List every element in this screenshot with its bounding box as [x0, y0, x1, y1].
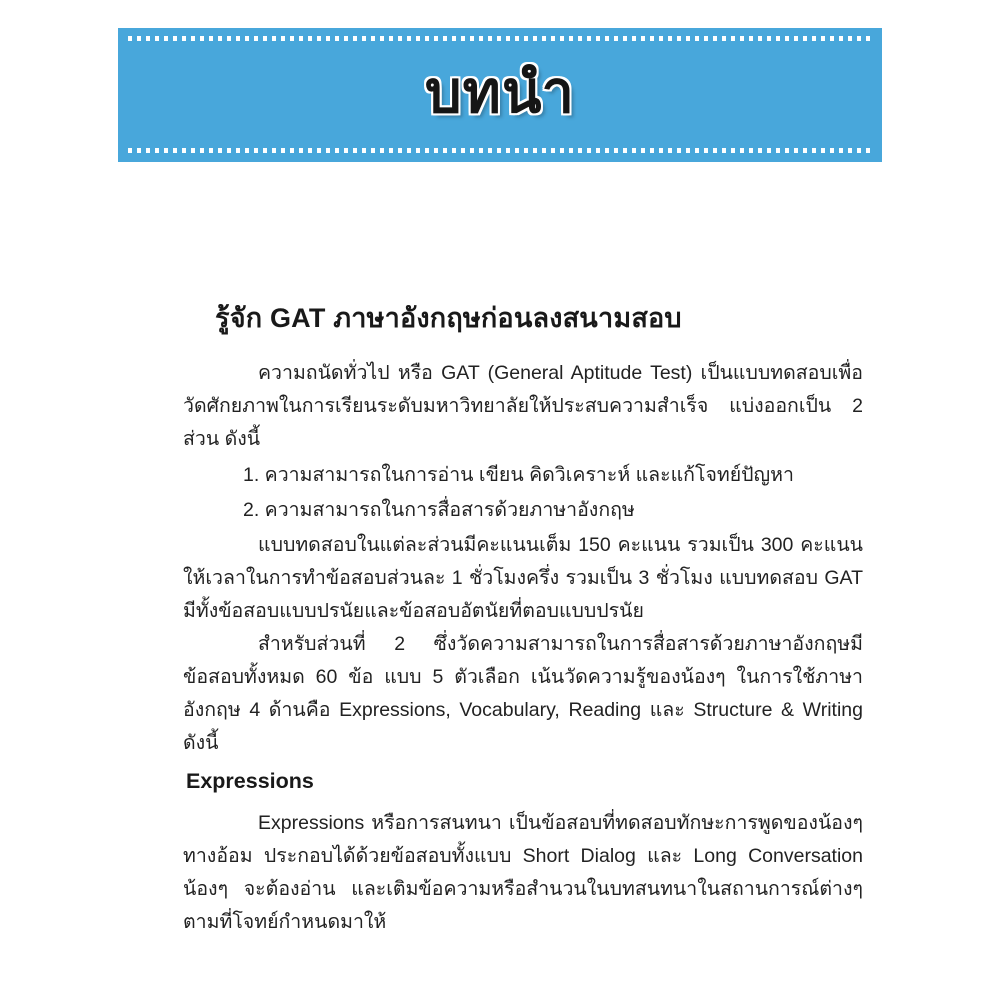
- parts-list: [183, 459, 863, 527]
- intro-paragraph: ความถนัดทั่วไป หรือ GAT (General Aptitude Test) เป็นแบบทดสอบเพื่อวัดศักยภาพในการเรียนระดับมหาวิทยาลัยให้ประสบความสำเร็จ แบ่งออกเป็น 2 ส่วน ดังนี้: [183, 362, 863, 450]
- chapter-title: บทนำ: [424, 59, 576, 125]
- expressions-heading: Expressions: [186, 769, 314, 793]
- list-item: 1. ความสามารถในการอ่าน เขียน คิดวิเคราะห์ และแก้โจทย์ปัญหา: [243, 464, 794, 486]
- banner-dotted-line-bottom: [128, 148, 872, 153]
- scoring-paragraph: แบบทดสอบในแต่ละส่วนมีคะแนนเต็ม 150 คะแนน รวมเป็น 300 คะแนน ให้เวลาในการทำข้อสอบส่วนละ 1 ชั่วโมงครึ่ง รวมเป็น 3 ชั่วโมง แบบทดสอบ GAT มีทั้งข้อสอบแบบปรนัยและข้อสอบอัตนัยที่ตอบแบบปรนัย: [183, 534, 863, 622]
- page-content: [183, 296, 863, 939]
- expressions-paragraph: Expressions หรือการสนทนา เป็นข้อสอบที่ทดสอบทักษะการพูดของน้องๆ ทางอ้อม ประกอบได้ด้วยข้อสอบทั้งแบบ Short Dialog และ Long Conversation น้องๆ จะต้องอ่าน และเติมข้อความหรือสำนวนในบทสนทนาในสถานการณ์ต่างๆ ตามที่โจทย์กำหนดมาให้: [183, 812, 863, 933]
- chapter-banner: [118, 28, 882, 162]
- section2-paragraph: สำหรับส่วนที่ 2 ซึ่งวัดความสามารถในการสื่อสารด้วยภาษาอังกฤษมีข้อสอบทั้งหมด 60 ข้อ แบบ 5 ตัวเลือก เน้นวัดความรู้ของน้องๆ ในการใช้ภาษาอังกฤษ 4 ด้านคือ Expressions, Vocabulary, Reading และ Structure & Writing ดังนี้: [183, 633, 863, 754]
- page-heading: รู้จัก GAT ภาษาอังกฤษก่อนลงสนามสอบ: [215, 303, 682, 333]
- banner-dotted-line-top: [128, 36, 872, 41]
- list-item: 2. ความสามารถในการสื่อสารด้วยภาษาอังกฤษ: [243, 499, 635, 521]
